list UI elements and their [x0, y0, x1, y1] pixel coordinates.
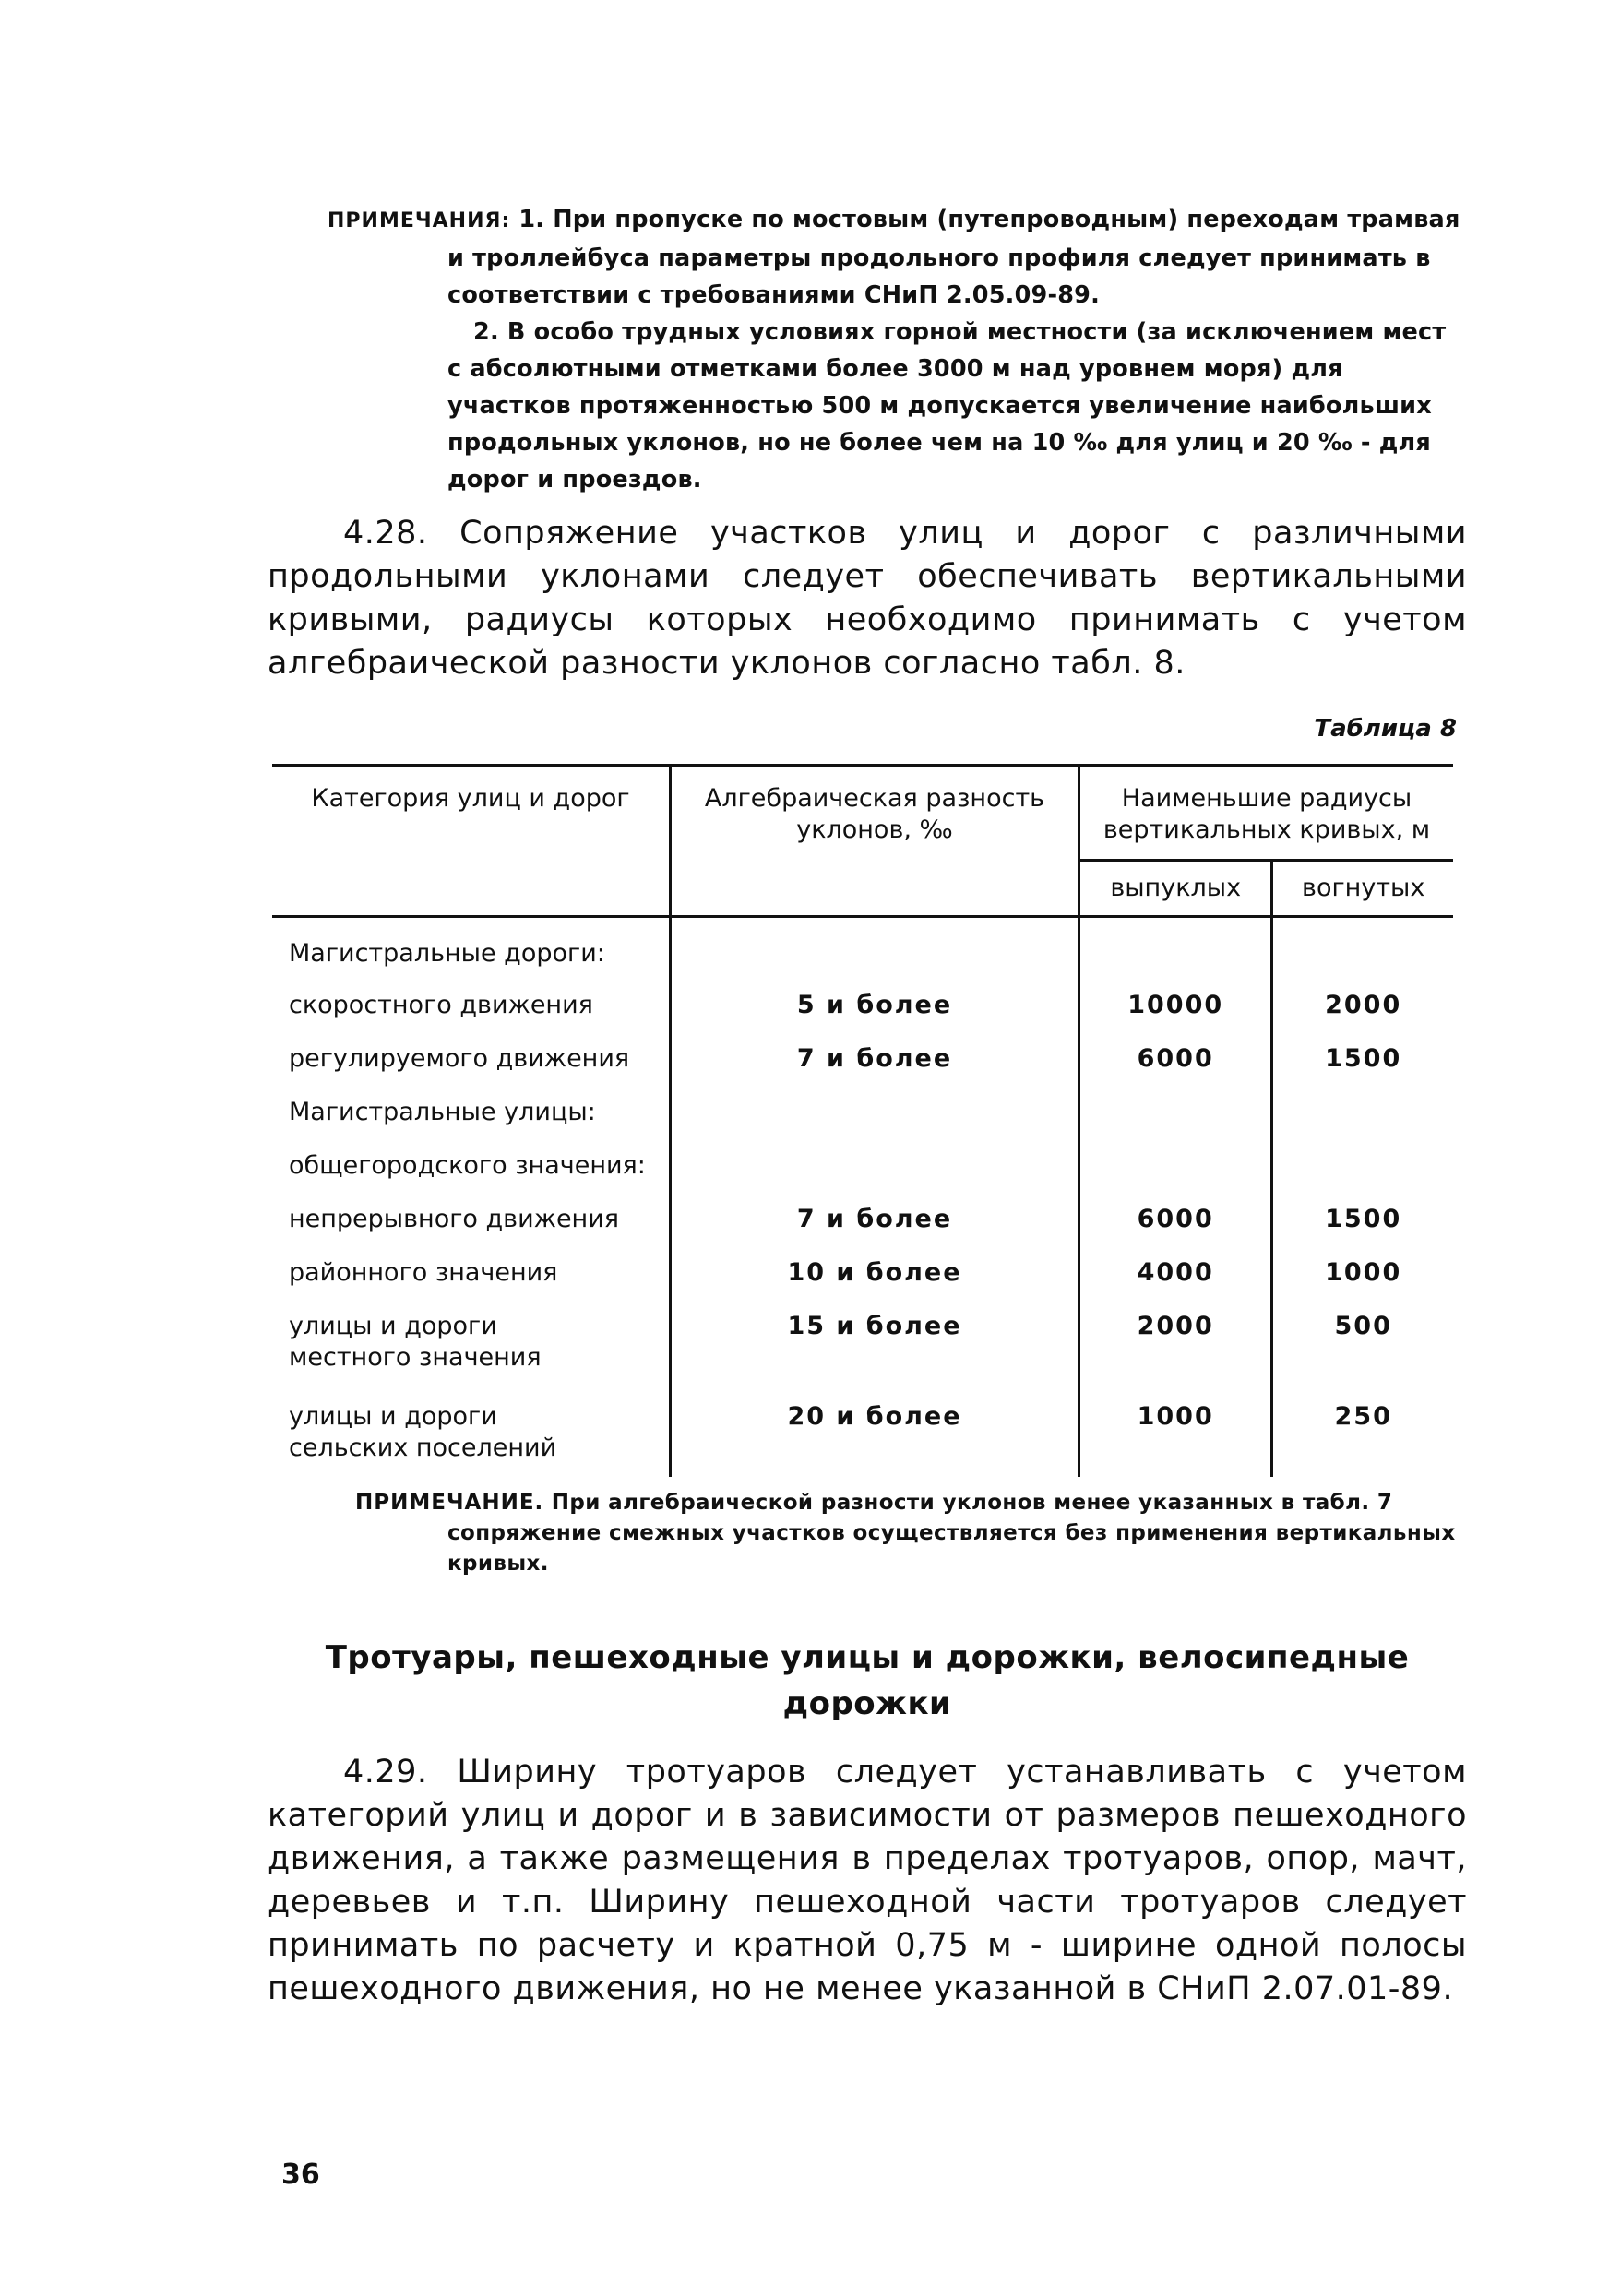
row-name: улицы и дороги местного значения	[289, 1312, 542, 1372]
table-8	[272, 764, 1453, 1477]
note-2: 2. В особо трудных условиях горной местности (за исключением мест с абсолютными отметками более 3000 м над уровнем моря) для участков протяженностью 500 м допускается увеличение наибольших продольных уклонов, но не более чем на 10 ‰ для улиц и 20 ‰ - для дорог и проездов.	[447, 318, 1447, 494]
table-row	[272, 1257, 1453, 1311]
row-diff: 7 и более	[671, 1204, 1079, 1257]
notes-block	[328, 201, 1462, 498]
row-diff	[671, 1150, 1079, 1204]
paragraph-4-29-text: 4.29. Ширину тротуаров следует устанавливать с учетом категорий улиц и дорог и в зависимости от размеров пешеходного движения, а также размещения в пределах тротуаров, опор, мачт, деревьев и т.п. Ширину пешеходной части тротуаров следует принимать по расчету и кратной 0,75 м - ширине одной полосы пешеходного движения, но не менее указанной в СНиП 2.07.01-89.	[268, 1754, 1467, 2007]
row-concave: 1500	[1272, 1043, 1453, 1097]
row-concave: 1500	[1272, 1204, 1453, 1257]
row-convex: 10000	[1079, 990, 1272, 1043]
header-category: Категория улиц и дорог	[272, 766, 671, 917]
paragraph-4-28-text: 4.28. Сопряжение участков улиц и дорог с различными продольными уклонами следует обеспечивать вертикальными кривыми, радиусы которых необходимо принимать с учетом алгебраической разности уклонов согласно табл. 8.	[268, 515, 1467, 682]
row-concave: 1000	[1272, 1257, 1453, 1311]
note-1	[328, 201, 1462, 314]
row-convex: 4000	[1079, 1257, 1272, 1311]
row-convex: 2000	[1079, 1311, 1272, 1401]
row-concave: 2000	[1272, 990, 1453, 1043]
row-diff: 7 и более	[671, 1043, 1079, 1097]
table-row	[272, 1097, 1453, 1150]
row-convex: 6000	[1079, 1043, 1272, 1097]
table-row	[272, 990, 1453, 1043]
row-concave: 500	[1272, 1311, 1453, 1401]
row-name: улицы и дороги сельских поселений	[289, 1402, 557, 1462]
row-diff: 15 и более	[671, 1311, 1079, 1401]
page-number: 36	[281, 2159, 320, 2191]
row-convex	[1079, 917, 1272, 991]
row-diff	[671, 1097, 1079, 1150]
table-note-text: При алгебраической разности уклонов менее указанных в табл. 7 сопряжение смежных участков осуществляется без применения вертикальных кривых.	[447, 1491, 1456, 1576]
table-row	[272, 1311, 1453, 1401]
row-diff: 20 и более	[671, 1401, 1079, 1477]
row-name: непрерывного движения	[289, 1205, 620, 1233]
row-name: общегородского значения:	[289, 1151, 646, 1180]
table-row	[272, 1150, 1453, 1204]
row-concave	[1272, 917, 1453, 991]
row-diff	[671, 917, 1079, 991]
table-row	[272, 917, 1453, 991]
row-convex	[1079, 1150, 1272, 1204]
row-name: районного значения	[289, 1258, 558, 1287]
row-name: Магистральные улицы:	[289, 1098, 596, 1126]
header-convex: выпуклых	[1079, 861, 1272, 917]
header-concave: вогнутых	[1272, 861, 1453, 917]
row-diff: 10 и более	[671, 1257, 1079, 1311]
row-concave: 250	[1272, 1401, 1453, 1477]
row-convex: 1000	[1079, 1401, 1272, 1477]
paragraph-4-29	[268, 1751, 1467, 2011]
row-convex	[1079, 1097, 1272, 1150]
note-1-text: 1. При пропуске по мостовым (путепроводным) переходам трамвая и троллейбуса параметры продольного профиля следует принимать в соответствии с требованиями СНиП 2.05.09-89.	[447, 206, 1460, 309]
row-name: скоростного движения	[289, 991, 593, 1019]
table-note-label: ПРИМЕЧАНИЕ.	[355, 1491, 544, 1515]
table-caption: Таблица 8	[1314, 715, 1457, 743]
row-diff: 5 и более	[671, 990, 1079, 1043]
notes-label: ПРИМЕЧАНИЯ:	[328, 209, 511, 232]
header-radii: Наименьшие радиусы вертикальных кривых, м	[1079, 766, 1454, 861]
row-name: Магистральные дороги:	[289, 939, 605, 968]
table-row	[272, 1204, 1453, 1257]
row-concave	[1272, 1150, 1453, 1204]
table-note-paragraph	[355, 1488, 1462, 1579]
row-concave	[1272, 1097, 1453, 1150]
paragraph-4-28	[268, 512, 1467, 685]
table-row	[272, 1043, 1453, 1097]
header-diff: Алгебраическая разность уклонов, ‰	[671, 766, 1079, 917]
row-convex: 6000	[1079, 1204, 1272, 1257]
table-note	[355, 1488, 1462, 1579]
table-row	[272, 1401, 1453, 1477]
row-name: регулируемого движения	[289, 1044, 630, 1073]
section-heading: Тротуары, пешеходные улицы и дорожки, велосипедные дорожки	[325, 1639, 1410, 1722]
